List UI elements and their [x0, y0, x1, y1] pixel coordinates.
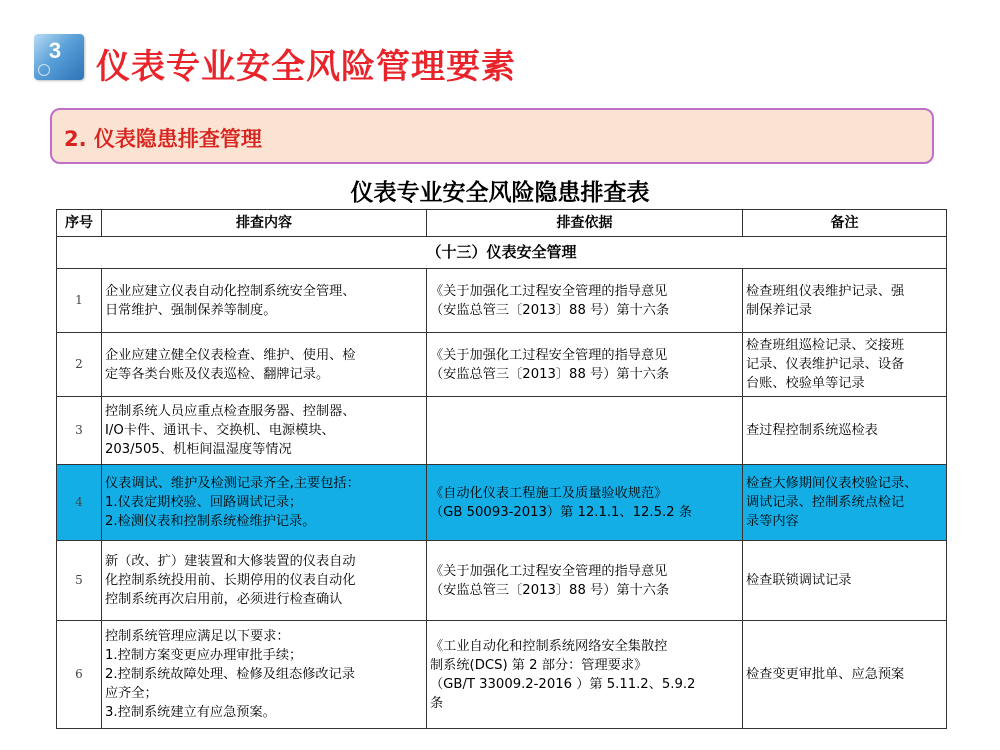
- remark-line: 检查大修期间仪表校验记录、: [746, 476, 918, 491]
- section-header: [50, 108, 934, 164]
- table-row: [57, 541, 947, 621]
- row-number: 5: [57, 541, 102, 621]
- section-label: 2. 仪表隐患排查管理: [64, 127, 262, 151]
- content-line: 新（改、扩）建装置和大修装置的仪表自动: [105, 554, 356, 569]
- content-line: 203/505、机柜间温湿度等情况: [105, 442, 292, 457]
- row-number: 3: [57, 397, 102, 465]
- row-number: 4: [57, 465, 102, 541]
- content-line: 1.控制方案变更应办理审批手续；: [105, 648, 303, 663]
- content-line: 3.控制系统建立有应急预案。: [105, 705, 276, 720]
- header-content: 排查内容: [102, 210, 427, 237]
- row-basis: [427, 621, 743, 729]
- content-line: 定等各类台账及仪表巡检、翻牌记录。: [105, 366, 330, 382]
- content-line: I/O卡件、通讯卡、交换机、电源模块、: [105, 423, 335, 438]
- table-row: [57, 333, 947, 397]
- content-line: 控制系统再次启用前，必须进行检查确认: [105, 592, 343, 607]
- remark-line: 台账、校验单等记录: [746, 376, 865, 391]
- content-line: 1.仪表定期校验、回路调试记录；: [105, 495, 303, 510]
- content-line: 企业应建立仪表自动化控制系统安全管理、: [105, 283, 356, 299]
- row-remark: [743, 269, 947, 333]
- row-remark: [743, 333, 947, 397]
- content-line: 2.检测仪表和控制系统检维护记录。: [105, 514, 316, 529]
- row-number: 6: [57, 621, 102, 729]
- row-content: [102, 465, 427, 541]
- content-line: 控制系统管理应满足以下要求：: [105, 629, 290, 644]
- basis-line: 《关于加强化工过程安全管理的指导意见: [430, 283, 668, 299]
- basis-line: 《工业自动化和控制系统网络安全集散控: [430, 638, 668, 654]
- content-line: 日常维护、强制保养等制度。: [105, 302, 277, 318]
- remark-line: 制保养记录: [746, 302, 812, 318]
- remark-line: 查过程控制系统巡检表: [746, 423, 878, 438]
- remark-line: 检查班组仪表维护记录、强: [746, 283, 905, 299]
- basis-line: 制系统(DCS) 第 2 部分：管理要求》: [430, 657, 648, 673]
- basis-line: （安监总管三〔2013〕88 号）第十六条: [430, 302, 670, 318]
- row-remark: [743, 541, 947, 621]
- page-title: 仪表专业安全风险管理要素: [96, 47, 516, 87]
- row-content: [102, 269, 427, 333]
- remark-line: 检查联锁调试记录: [746, 573, 852, 588]
- header-basis: 排查依据: [427, 210, 743, 237]
- row-content: [102, 621, 427, 729]
- content-line: 应齐全；: [105, 686, 158, 701]
- table-header-row: [57, 210, 947, 237]
- group-title: （十三）仪表安全管理: [57, 237, 947, 269]
- row-remark: [743, 465, 947, 541]
- basis-line: 条: [430, 695, 444, 711]
- page-curl-icon: [38, 64, 50, 76]
- table-row: [57, 397, 947, 465]
- header-remark: 备注: [743, 210, 947, 237]
- basis-line: （安监总管三〔2013〕88 号）第十六条: [430, 366, 670, 382]
- row-basis: [427, 541, 743, 621]
- basis-line: （GB/T 33009.2-2016 ）第 5.11.2、5.9.2: [430, 676, 696, 692]
- row-remark: [743, 397, 947, 465]
- row-basis: [427, 465, 743, 541]
- row-content: [102, 541, 427, 621]
- content-line: 控制系统人员应重点检查服务器、控制器、: [105, 404, 356, 419]
- row-number: 1: [57, 269, 102, 333]
- table-row: [57, 269, 947, 333]
- table-title: 仪表专业安全风险隐患排查表: [350, 180, 650, 206]
- inspection-table: [56, 209, 947, 729]
- table-row: [57, 621, 947, 729]
- remark-line: 检查班组巡检记录、交接班: [746, 338, 905, 353]
- group-row: [57, 237, 947, 269]
- content-line: 化控制系统投用前、长期停用的仪表自动化: [105, 573, 356, 588]
- table-row: [57, 465, 947, 541]
- row-basis: [427, 269, 743, 333]
- section-number-badge: [34, 34, 84, 80]
- row-content: [102, 333, 427, 397]
- basis-line: （GB 50093-2013）第 12.1.1、12.5.2 条: [430, 504, 692, 520]
- basis-line: 《关于加强化工过程安全管理的指导意见: [430, 563, 668, 579]
- content-line: 2.控制系统故障处理、检修及组态修改记录: [105, 667, 355, 682]
- remark-line: 记录、仪表维护记录、设备: [746, 357, 905, 372]
- badge-number: 3: [48, 38, 62, 63]
- basis-line: （安监总管三〔2013〕88 号）第十六条: [430, 582, 670, 598]
- row-basis: [427, 333, 743, 397]
- remark-line: 调试记录、控制系统点检记: [746, 495, 905, 510]
- row-number: 2: [57, 333, 102, 397]
- basis-line: 《自动化仪表工程施工及质量验收规范》: [430, 485, 668, 501]
- remark-line: 检查变更审批单、应急预案: [746, 667, 905, 682]
- row-content: [102, 397, 427, 465]
- remark-line: 录等内容: [746, 514, 799, 529]
- content-line: 企业应建立健全仪表检查、维护、使用、检: [105, 347, 356, 363]
- row-basis: [427, 397, 743, 465]
- content-line: 仪表调试、维护及检测记录齐全,主要包括：: [105, 476, 360, 491]
- header-no: 序号: [57, 210, 102, 237]
- row-remark: [743, 621, 947, 729]
- basis-line: 《关于加强化工过程安全管理的指导意见: [430, 347, 668, 363]
